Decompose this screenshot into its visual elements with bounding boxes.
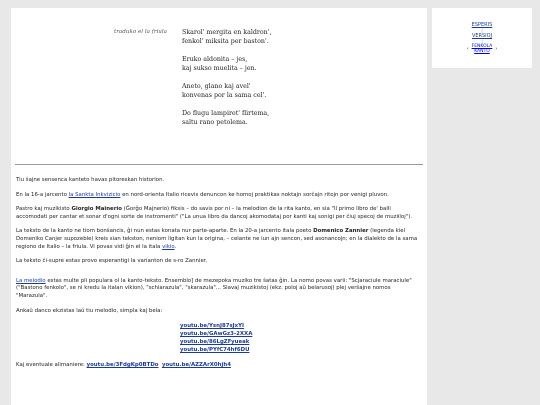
nav-label: KANTO xyxy=(474,49,490,54)
youtube-link-list xyxy=(180,322,418,354)
article-body xyxy=(16,177,418,377)
paragraph-text: estas multe pli populara ol la kanto-teksto. Ensemblo] de mezepoka muziko tre ŝatas ĝin. La nomo povas varii: "Scjaraciule maraciule" ("Bastono fenkolo", se ni kredu la italan vikion), "schiarazula", "skarazula"... Slavaj muzikistoj (ekz. poloj aŭ belarusoj) plej verŝajne nomos "Marazula". xyxy=(16,277,412,299)
paragraph-text: (legenda kiel Domeniko Canjer supozeble) kreis sian tekston, neniom ligitan kun la origina, – celante ne iun ajn sencon, sed asonancojn; en la dialekto de la sama regiono de Italio – la friula. Vi povas vidi ĝin el la itala xyxy=(16,228,418,250)
paragraph-text: . xyxy=(174,243,177,250)
section-divider xyxy=(15,164,423,165)
paragraph xyxy=(16,228,418,251)
paragraph xyxy=(16,192,418,200)
paragraph xyxy=(16,278,418,301)
poem-line: kaj sukso muelita – jen. xyxy=(182,65,257,72)
youtube-link[interactable]: youtu.be/GAwGz3-2XXA xyxy=(180,331,253,338)
fenkola-kanto-link[interactable] xyxy=(472,44,493,54)
fenkola-kanto-nav xyxy=(432,44,532,54)
side-navigation xyxy=(432,8,532,68)
youtube-link[interactable]: youtu.be/3FdgKp0BTDo xyxy=(86,362,159,369)
paragraph xyxy=(16,258,418,266)
nav-separator: | xyxy=(481,28,483,33)
poem-line: fenkol' miksita per baston'. xyxy=(182,38,269,45)
stanza-1 xyxy=(182,28,362,46)
nav-label: FENKOLA xyxy=(471,44,493,49)
paragraph-text: Kaj eventuale alimaniere: xyxy=(16,362,87,369)
wiki-link[interactable]: vikio xyxy=(162,243,175,250)
youtube-link[interactable]: youtu.be/YsnJ87sJxYI xyxy=(180,323,245,330)
poem-line: Aneto, glano kaj avel' xyxy=(182,83,251,90)
paragraph-text: Pastro kaj muzikisto xyxy=(16,206,72,213)
versioj-link[interactable]: VERSIOJ xyxy=(471,33,493,39)
paragraph-text: en nord-orienta Italio ricevis denuncon ke homoj praktikas noktajn sorĉajn ritojn por venigi pluvon. xyxy=(120,191,389,198)
poem-line: Eruko aldonita – jes, xyxy=(182,56,248,63)
poem-translation-label: traduko el la friula xyxy=(114,29,168,35)
paragraph-text: En la 16-a jarcento xyxy=(16,191,69,198)
nav-separator: | xyxy=(481,39,483,44)
esperis-link[interactable]: ESPERIS xyxy=(471,22,493,28)
paragraph-text: (Ĝorĝo Majnerio) fiksis – do savis por ni – la melodion de la rita kanto, en sia "Il primo libro de' balli accomodati per cantar et sonar d'ogni sorte de instromenti" ("La unua libro da dancoj akomodataj por kanti kaj sonigi per ĉiuj specoj de muziiloj"). xyxy=(16,206,413,220)
paragraph xyxy=(16,308,418,316)
poet-name: Domenico Zannier xyxy=(313,228,369,235)
inquisition-link[interactable]: la Sankta Inkvizicio xyxy=(68,191,121,198)
paragraph xyxy=(16,177,418,185)
arrow-right-icon[interactable]: › xyxy=(495,46,498,52)
paragraph-text: Tiu ŝajne sensenca kanteto havas pitoreskan historion. xyxy=(16,177,165,183)
stanza-2 xyxy=(182,55,362,73)
stanza-4 xyxy=(182,109,362,127)
stanza-3 xyxy=(182,82,362,100)
paragraph-text: La teksto ĉi-supre estas provo esperantigi la varianton de s-ro Zannier. xyxy=(16,258,208,265)
arrow-left-icon[interactable]: ‹ xyxy=(466,46,469,52)
composer-name: Giorgio Mainerio xyxy=(71,206,122,213)
poem-line: Skarol' mergita en kaldron', xyxy=(182,29,272,36)
youtube-link[interactable]: youtu.be/AZZArX0hjh4 xyxy=(161,362,231,369)
poem-line: konvenas por la sama cel'. xyxy=(182,92,267,99)
article-page xyxy=(11,8,427,405)
youtube-link[interactable]: youtu.be/86LgZFyueak xyxy=(180,339,250,346)
melody-link[interactable]: La melodio xyxy=(16,277,46,284)
paragraph-text: La teksto de la kanto ne tiom bonŝancis, ĝi nun estas konata nur parte-aparte. En la 20-a jarcento itala poeto xyxy=(16,228,314,235)
poem xyxy=(182,28,362,136)
poem-line: saltu rano petolema. xyxy=(182,119,248,126)
paragraph xyxy=(16,206,418,221)
paragraph-text: Ankaŭ danco ekzistas laŭ tiu melodio, simpla kaj bela: xyxy=(16,307,163,314)
youtube-link[interactable]: youtu.be/PYfC74hf6DU xyxy=(180,347,250,354)
paragraph xyxy=(16,362,418,370)
poem-line: Do flugu lampiret' flirtema, xyxy=(182,110,270,117)
